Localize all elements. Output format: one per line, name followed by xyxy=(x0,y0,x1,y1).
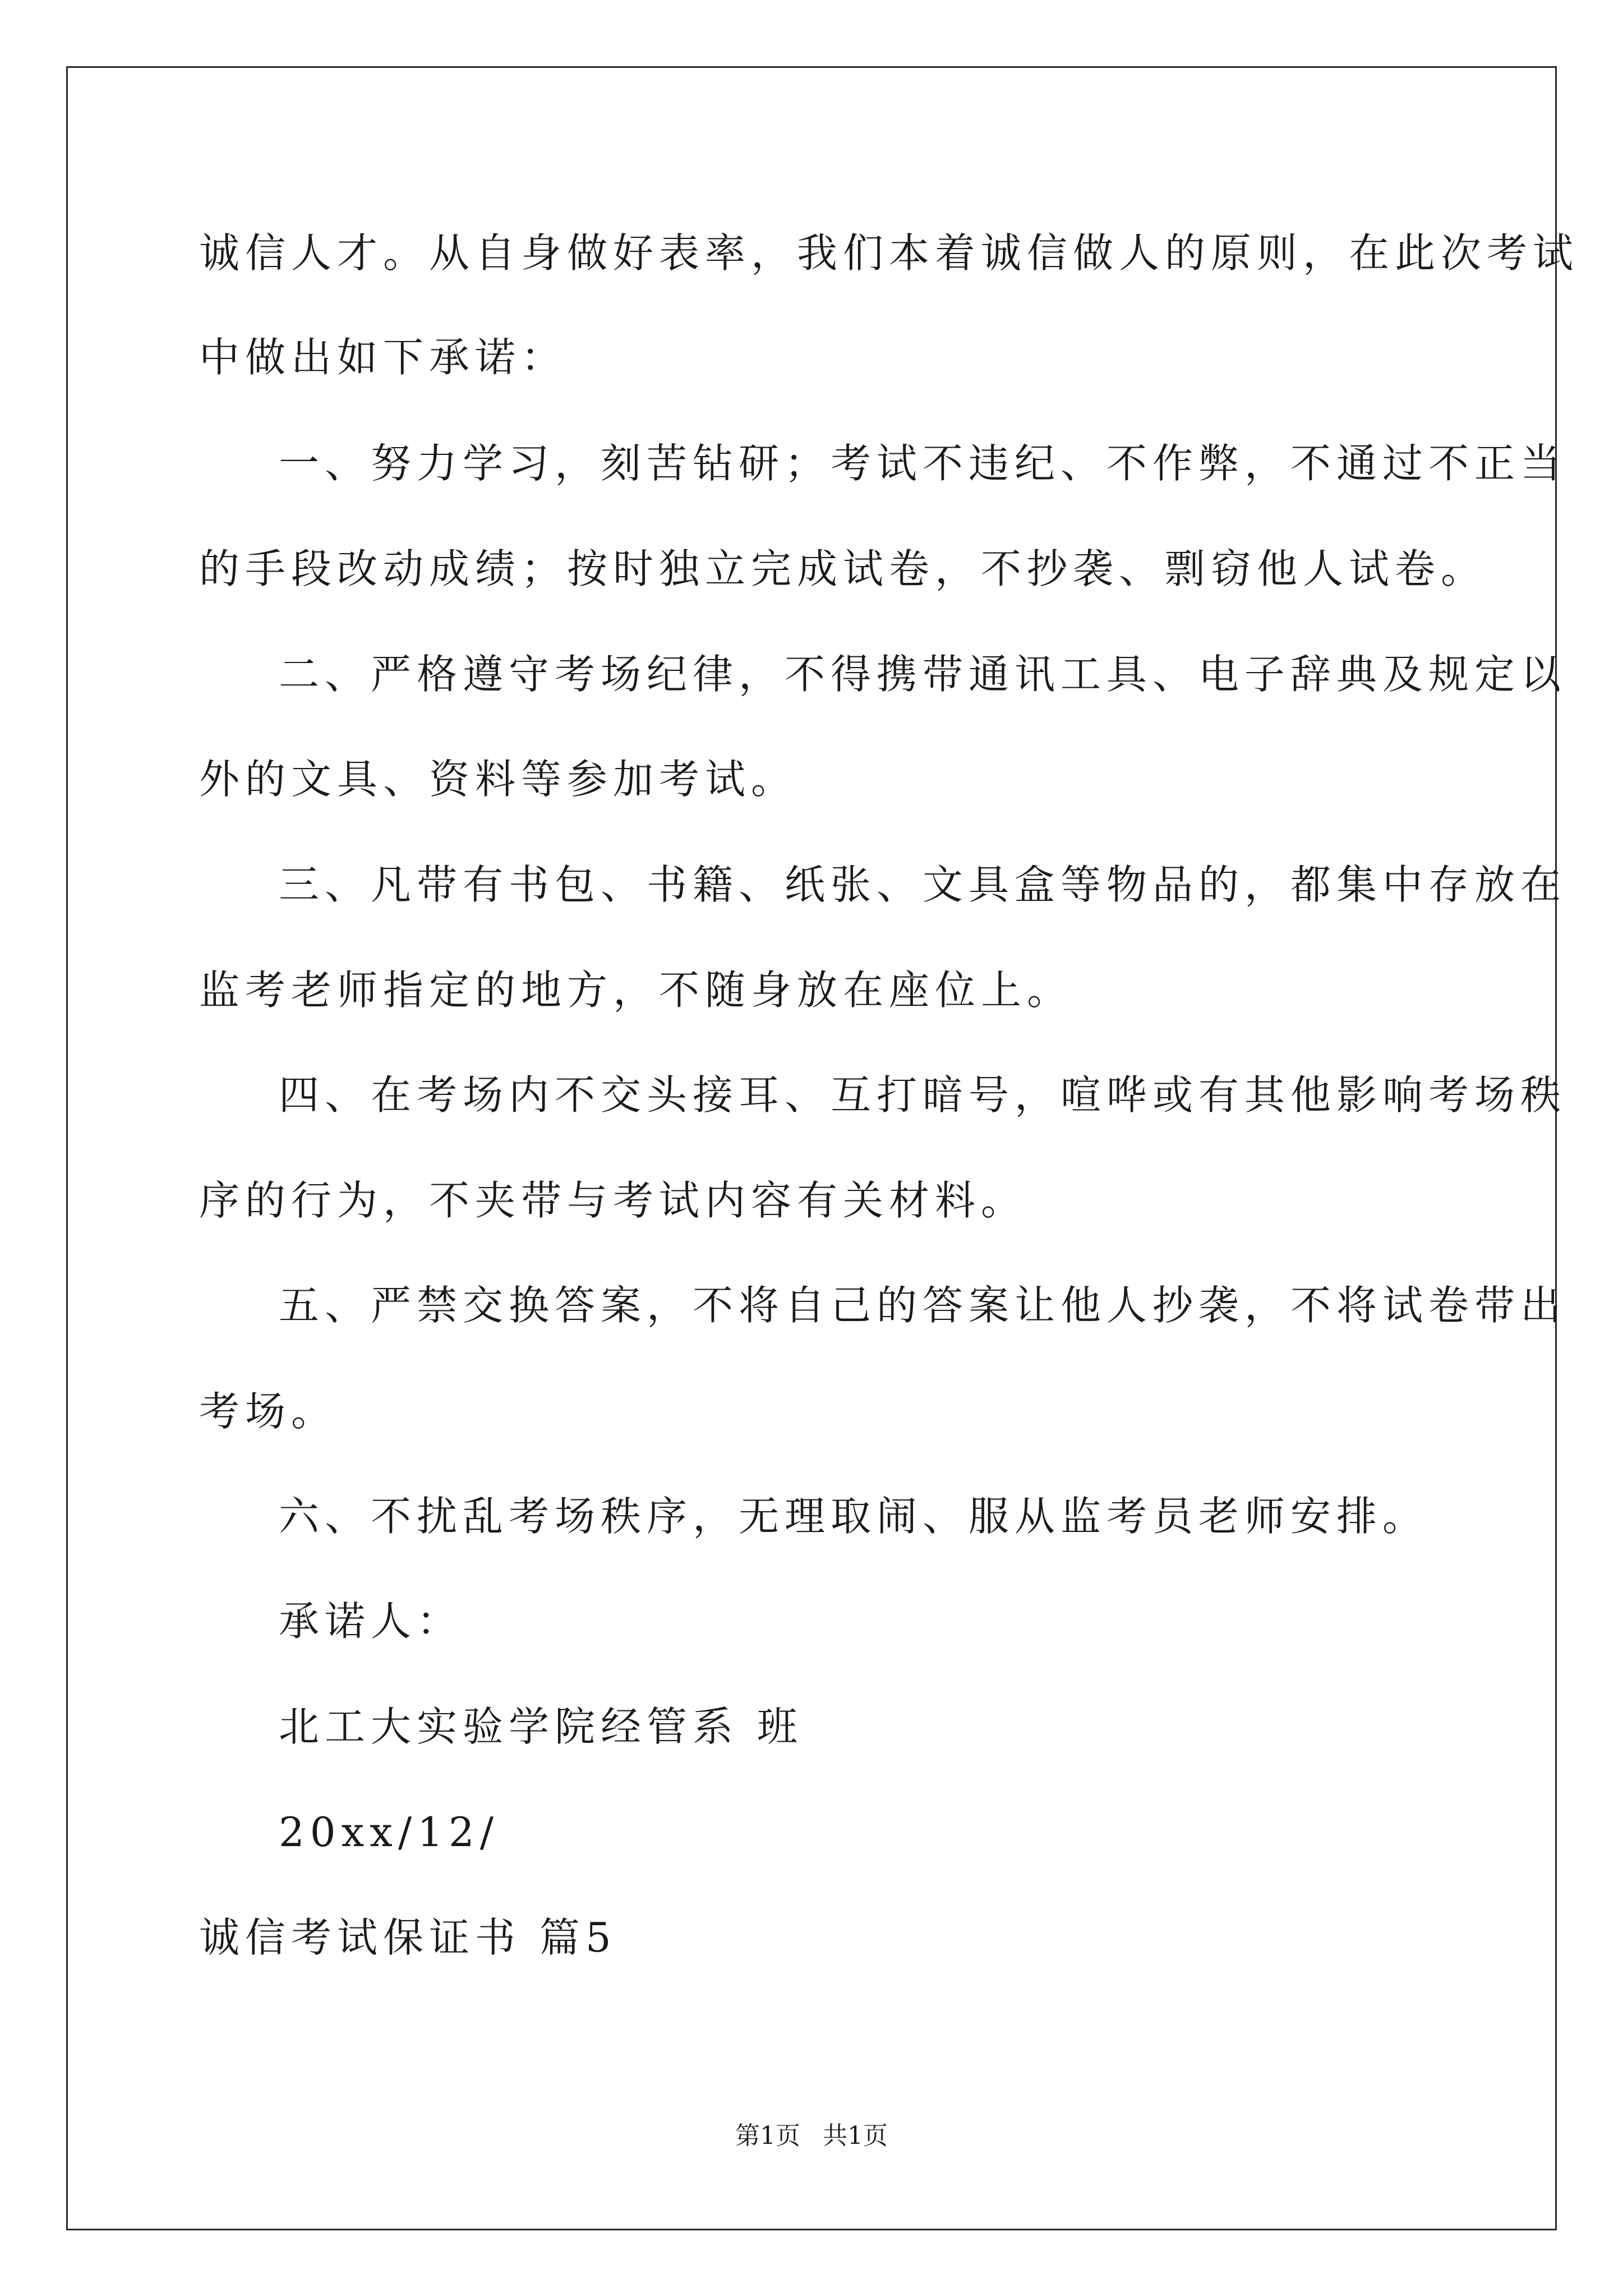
page-border xyxy=(66,66,1557,2230)
item-5-line-1: 五、严禁交换答案，不将自己的答案让他人抄袭，不将试卷带出 xyxy=(279,1282,1567,1329)
body-line-1: 诚信人才。从自身做好表率，我们本着诚信做人的原则，在此次考试 xyxy=(199,229,1579,277)
promiser-label: 承诺人： xyxy=(279,1598,463,1645)
item-3-line-1: 三、凡带有书包、书籍、纸张、文具盒等物品的，都集中存放在 xyxy=(279,861,1567,908)
section-heading: 诚信考试保证书 篇5 xyxy=(199,1914,617,1961)
item-2-line-1: 二、严格遵守考场纪律，不得携带通讯工具、电子辞典及规定以 xyxy=(279,651,1567,698)
item-3-line-2: 监考老师指定的地方，不随身放在座位上。 xyxy=(199,967,1073,1014)
item-1-line-1: 一、努力学习，刻苦钻研；考试不违纪、不作弊，不通过不正当 xyxy=(279,440,1567,487)
item-2-line-2: 外的文具、资料等参加考试。 xyxy=(199,756,797,803)
class-info: 北工大实验学院经管系 班 xyxy=(279,1703,803,1750)
page-number: 第1页 xyxy=(735,2122,800,2150)
date-line: 20xx/12/ xyxy=(279,1809,499,1856)
item-1-line-2: 的手段改动成绩；按时独立完成试卷，不抄袭、剽窃他人试卷。 xyxy=(199,545,1487,592)
item-5-line-2: 考场。 xyxy=(199,1388,338,1435)
item-4-line-1: 四、在考场内不交头接耳、互打暗号，喧哗或有其他影响考场秩 xyxy=(279,1071,1567,1119)
item-6-line: 六、不扰乱考场秩序，无理取闹、服从监考员老师安排。 xyxy=(279,1493,1429,1540)
page-footer xyxy=(0,2124,1623,2148)
item-4-line-2: 序的行为，不夹带与考试内容有关材料。 xyxy=(199,1177,1027,1224)
page-total: 共1页 xyxy=(823,2122,888,2150)
body-line-2: 中做出如下承诺： xyxy=(199,334,568,381)
